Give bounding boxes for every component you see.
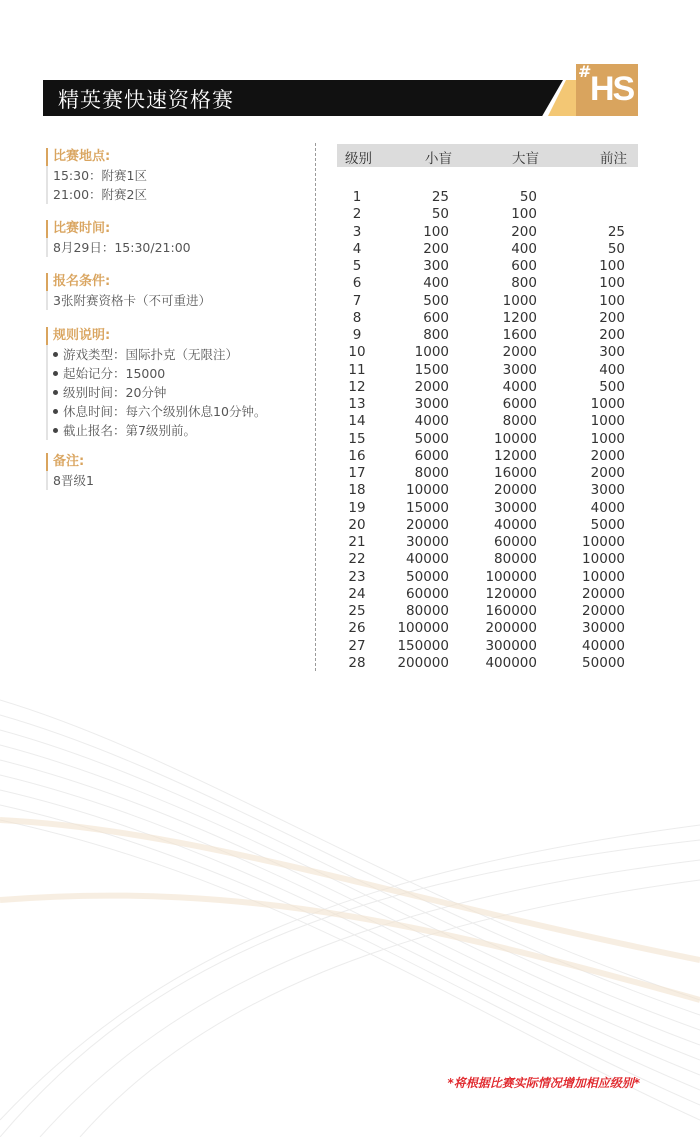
time-label: 比赛时间: bbox=[46, 220, 191, 238]
cell-level: 20 bbox=[348, 516, 366, 533]
cell-ante: 2000 bbox=[590, 447, 625, 464]
cell-ante: 10000 bbox=[582, 568, 625, 585]
cell-small-blind: 800 bbox=[423, 327, 449, 343]
cell-level: 8 bbox=[352, 309, 362, 326]
cell-ante: 20000 bbox=[582, 585, 625, 602]
table-row bbox=[337, 344, 638, 361]
cell-big-blind: 100000 bbox=[485, 568, 537, 585]
cell-small-blind: 100000 bbox=[397, 620, 449, 637]
bullet-icon bbox=[53, 428, 58, 433]
table-row bbox=[337, 431, 638, 448]
cell-small-blind: 80000 bbox=[406, 603, 449, 619]
cell-small-blind: 100 bbox=[423, 223, 449, 240]
entry-line: 3张附赛资格卡（不可重进） bbox=[46, 291, 211, 310]
cell-big-blind: 20000 bbox=[494, 482, 537, 499]
cell-level: 9 bbox=[352, 327, 362, 343]
cell-level: 18 bbox=[348, 482, 366, 499]
cell-ante: 2000 bbox=[590, 465, 625, 481]
cell-big-blind: 160000 bbox=[485, 603, 537, 619]
cell-level: 11 bbox=[348, 361, 366, 378]
cell-level: 5 bbox=[352, 258, 362, 274]
cell-level: 14 bbox=[348, 413, 366, 430]
cell-big-blind: 40000 bbox=[494, 516, 537, 533]
table-row bbox=[337, 465, 638, 482]
cell-ante: 300 bbox=[599, 344, 625, 361]
table-row bbox=[337, 638, 638, 655]
cell-big-blind: 12000 bbox=[494, 447, 537, 464]
cell-level: 21 bbox=[348, 534, 366, 550]
cell-small-blind: 10000 bbox=[406, 482, 449, 499]
cell-small-blind: 300 bbox=[423, 258, 449, 274]
cell-small-blind: 150000 bbox=[397, 637, 449, 654]
table-row bbox=[337, 224, 638, 241]
cell-big-blind: 16000 bbox=[494, 465, 537, 481]
cell-small-blind: 30000 bbox=[406, 534, 449, 550]
cell-level: 10 bbox=[348, 344, 366, 361]
time-line: 8月29日：15:30/21:00 bbox=[46, 238, 191, 257]
cell-big-blind: 1600 bbox=[502, 327, 537, 343]
cell-level: 15 bbox=[348, 430, 366, 447]
header-ante: 前注 bbox=[600, 151, 627, 167]
bullet-icon bbox=[53, 409, 58, 414]
cell-ante: 200 bbox=[599, 309, 625, 326]
cell-level: 4 bbox=[352, 240, 362, 257]
cell-big-blind: 200 bbox=[511, 223, 537, 240]
cell-small-blind: 50 bbox=[431, 206, 449, 223]
header-big-blind: 大盲 bbox=[512, 151, 539, 167]
cell-big-blind: 300000 bbox=[485, 637, 537, 654]
table-row bbox=[337, 275, 638, 292]
venue-line: 21:00：附赛2区 bbox=[46, 185, 147, 204]
cell-small-blind: 25 bbox=[431, 189, 449, 205]
table-row bbox=[337, 586, 638, 603]
table-row bbox=[337, 379, 638, 396]
rule-item: 级别时间：20分钟 bbox=[46, 383, 266, 402]
cell-big-blind: 800 bbox=[511, 275, 537, 292]
cell-ante: 5000 bbox=[590, 516, 625, 533]
bullet-icon bbox=[53, 390, 58, 395]
cell-big-blind: 4000 bbox=[502, 378, 537, 395]
cell-ante: 1000 bbox=[590, 430, 625, 447]
table-row bbox=[337, 569, 638, 586]
cell-small-blind: 1500 bbox=[414, 361, 449, 378]
table-row bbox=[337, 396, 638, 413]
cell-level: 24 bbox=[348, 585, 366, 602]
table-row bbox=[337, 482, 638, 499]
cell-ante: 50 bbox=[607, 240, 625, 257]
cell-level: 28 bbox=[348, 654, 366, 671]
table-row bbox=[337, 603, 638, 620]
table-row bbox=[337, 241, 638, 258]
rule-item: 截止报名：第7级别前。 bbox=[46, 421, 266, 440]
cell-level: 16 bbox=[348, 447, 366, 464]
page-title: 精英赛快速资格赛 bbox=[58, 88, 234, 112]
cell-ante: 500 bbox=[599, 378, 625, 395]
cell-big-blind: 100 bbox=[511, 206, 537, 223]
rules-section bbox=[46, 327, 266, 440]
rule-item: 游戏类型：国际扑克（无限注） bbox=[46, 345, 266, 364]
cell-small-blind: 400 bbox=[423, 275, 449, 292]
table-row bbox=[337, 189, 638, 206]
cell-big-blind: 10000 bbox=[494, 430, 537, 447]
cell-big-blind: 120000 bbox=[485, 585, 537, 602]
table-row bbox=[337, 258, 638, 275]
cell-ante: 200 bbox=[599, 327, 625, 343]
cell-small-blind: 6000 bbox=[414, 447, 449, 464]
cell-ante: 10000 bbox=[582, 551, 625, 568]
cell-ante: 100 bbox=[599, 275, 625, 292]
cell-ante: 100 bbox=[599, 292, 625, 309]
cell-level: 27 bbox=[348, 637, 366, 654]
column-divider bbox=[315, 143, 316, 671]
cell-big-blind: 200000 bbox=[485, 620, 537, 637]
logo-text: HS bbox=[590, 70, 634, 108]
table-row bbox=[337, 413, 638, 430]
cell-level: 17 bbox=[348, 465, 366, 481]
cell-big-blind: 600 bbox=[511, 258, 537, 274]
table-row bbox=[337, 500, 638, 517]
cell-ante: 1000 bbox=[590, 413, 625, 430]
cell-ante: 25 bbox=[607, 223, 625, 240]
table-row bbox=[337, 655, 638, 672]
cell-ante: 50000 bbox=[582, 654, 625, 671]
blind-table-header bbox=[337, 144, 638, 167]
cell-small-blind: 200000 bbox=[397, 654, 449, 671]
entry-section bbox=[46, 273, 211, 310]
cell-big-blind: 6000 bbox=[502, 396, 537, 412]
venue-label: 比赛地点: bbox=[46, 148, 147, 166]
cell-small-blind: 8000 bbox=[414, 465, 449, 481]
cell-level: 13 bbox=[348, 396, 366, 412]
header-small-blind: 小盲 bbox=[425, 151, 452, 167]
cell-level: 3 bbox=[352, 223, 362, 240]
cell-ante: 100 bbox=[599, 258, 625, 274]
cell-level: 12 bbox=[348, 378, 366, 395]
venue-line: 15:30：附赛1区 bbox=[46, 166, 147, 185]
cell-ante: 1000 bbox=[590, 396, 625, 412]
table-row bbox=[337, 517, 638, 534]
rule-item: 起始记分：15000 bbox=[46, 364, 266, 383]
rule-item: 休息时间：每六个级别休息10分钟。 bbox=[46, 402, 266, 421]
cell-small-blind: 200 bbox=[423, 240, 449, 257]
table-row bbox=[337, 448, 638, 465]
table-row bbox=[337, 534, 638, 551]
bullet-icon bbox=[53, 352, 58, 357]
table-row bbox=[337, 206, 638, 223]
cell-big-blind: 400000 bbox=[485, 654, 537, 671]
cell-small-blind: 20000 bbox=[406, 516, 449, 533]
cell-big-blind: 30000 bbox=[494, 499, 537, 516]
cell-ante: 3000 bbox=[590, 482, 625, 499]
footnote: *将根据比赛实际情况增加相应级别* bbox=[447, 1076, 640, 1090]
cell-level: 23 bbox=[348, 568, 366, 585]
logo-hash: # bbox=[578, 62, 592, 81]
cell-big-blind: 1200 bbox=[502, 309, 537, 326]
header-level: 级别 bbox=[345, 151, 372, 167]
cell-level: 25 bbox=[348, 603, 366, 619]
blind-table-body bbox=[337, 189, 638, 672]
table-row bbox=[337, 551, 638, 568]
cell-big-blind: 3000 bbox=[502, 361, 537, 378]
cell-big-blind: 8000 bbox=[502, 413, 537, 430]
cell-small-blind: 60000 bbox=[406, 585, 449, 602]
table-row bbox=[337, 362, 638, 379]
table-row bbox=[337, 327, 638, 344]
cell-ante: 40000 bbox=[582, 637, 625, 654]
notes-label: 备注: bbox=[46, 453, 94, 471]
cell-ante: 20000 bbox=[582, 603, 625, 619]
rules-label: 规则说明: bbox=[46, 327, 266, 345]
cell-big-blind: 2000 bbox=[502, 344, 537, 361]
cell-ante: 10000 bbox=[582, 534, 625, 550]
entry-label: 报名条件: bbox=[46, 273, 211, 291]
cell-level: 7 bbox=[352, 292, 362, 309]
cell-level: 22 bbox=[348, 551, 366, 568]
cell-small-blind: 50000 bbox=[406, 568, 449, 585]
cell-level: 26 bbox=[348, 620, 366, 637]
cell-small-blind: 15000 bbox=[406, 499, 449, 516]
notes-section bbox=[46, 453, 94, 490]
cell-small-blind: 2000 bbox=[414, 378, 449, 395]
cell-small-blind: 5000 bbox=[414, 430, 449, 447]
cell-big-blind: 80000 bbox=[494, 551, 537, 568]
cell-big-blind: 50 bbox=[519, 189, 537, 205]
cell-small-blind: 500 bbox=[423, 292, 449, 309]
cell-small-blind: 600 bbox=[423, 309, 449, 326]
notes-line: 8晋级1 bbox=[46, 471, 94, 490]
cell-big-blind: 60000 bbox=[494, 534, 537, 550]
cell-level: 19 bbox=[348, 499, 366, 516]
cell-ante: 400 bbox=[599, 361, 625, 378]
bullet-icon bbox=[53, 371, 58, 376]
time-section bbox=[46, 220, 191, 257]
cell-small-blind: 3000 bbox=[414, 396, 449, 412]
cell-level: 6 bbox=[352, 275, 362, 292]
table-row bbox=[337, 293, 638, 310]
cell-ante: 4000 bbox=[590, 499, 625, 516]
cell-small-blind: 4000 bbox=[414, 413, 449, 430]
cell-big-blind: 1000 bbox=[502, 292, 537, 309]
cell-level: 2 bbox=[352, 206, 362, 223]
cell-big-blind: 400 bbox=[511, 240, 537, 257]
cell-small-blind: 40000 bbox=[406, 551, 449, 568]
table-row bbox=[337, 310, 638, 327]
cell-ante: 30000 bbox=[582, 620, 625, 637]
cell-small-blind: 1000 bbox=[414, 344, 449, 361]
table-row bbox=[337, 620, 638, 637]
venue-section bbox=[46, 148, 147, 204]
cell-level: 1 bbox=[352, 189, 362, 205]
